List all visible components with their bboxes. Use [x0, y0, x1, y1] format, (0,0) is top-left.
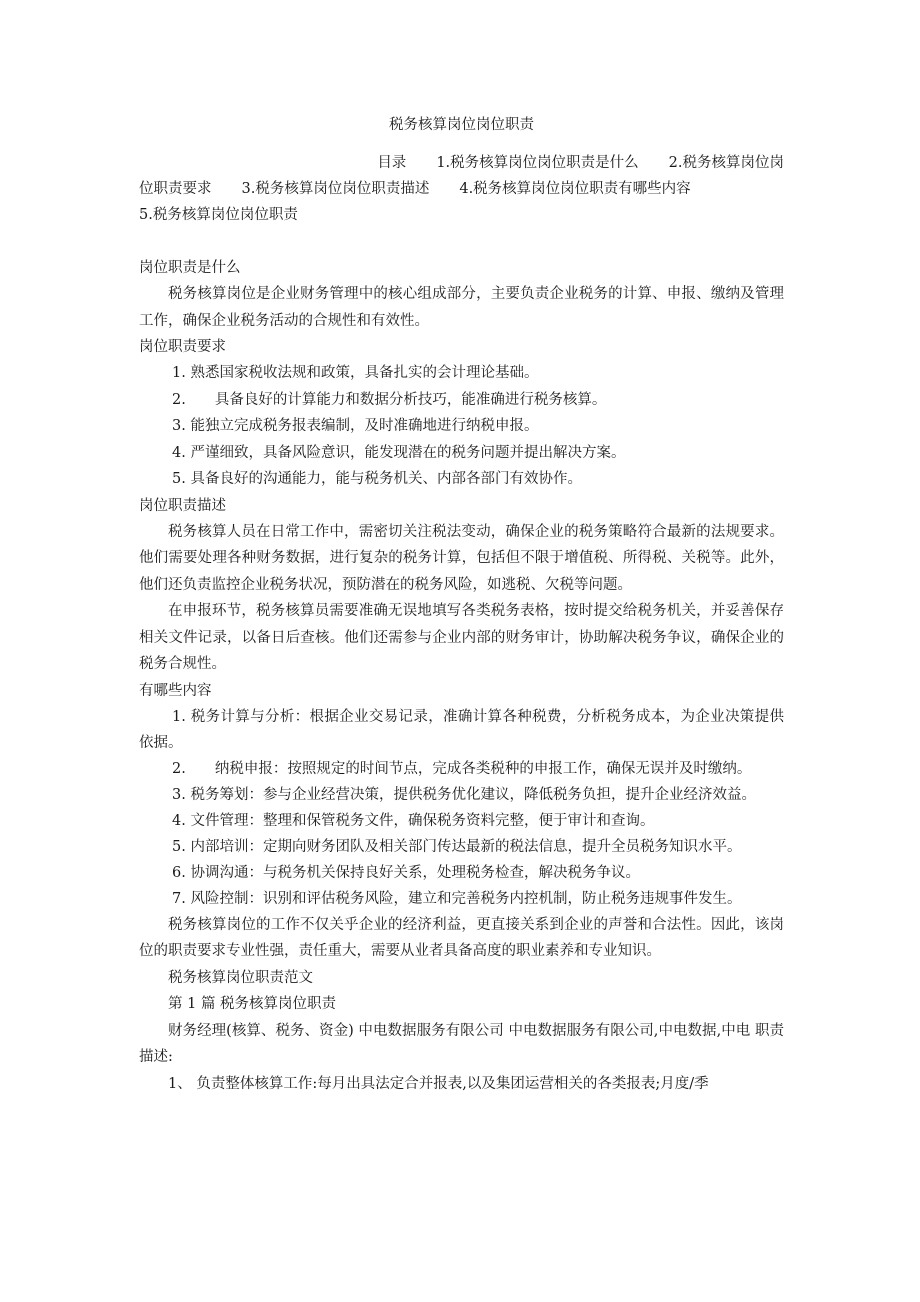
list-item: 7. 风险控制：识别和评估税务风险，建立和完善税务内控机制，防止税务违规事件发生。 [172, 890, 742, 907]
section-heading: 岗位职责是什么 [139, 260, 241, 276]
section-heading: 岗位职责要求 [139, 339, 226, 355]
toc-item-2-part-a[interactable]: 2.税务核算岗位岗 [668, 155, 784, 171]
toc-line-3 [139, 202, 784, 228]
list-item: 5. 内部培训：定期向财务团队及相关部门传达最新的税法信息，提升全员税务知识水平。 [172, 838, 742, 855]
list-item: 2. 纳税申报：按照规定的时间节点，完成各类税种的申报工作，确保无误并及时缴纳。 [172, 760, 752, 777]
subheading: 第 1 篇 税务核算岗位职责 [168, 996, 337, 1012]
list-item: 4. 文件管理：整理和保管税务文件，确保税务资料完整，便于审计和查询。 [172, 812, 655, 829]
list-item: 6. 协调沟通：与税务机关保持良好关系，处理税务检查，解决税务争议。 [172, 864, 640, 881]
toc-line-2 [139, 176, 784, 202]
list-item: 3. 能独立完成税务报表编制，及时准确地进行纳税申报。 [172, 418, 539, 434]
toc-item-2-part-b[interactable]: 位职责要求 [139, 181, 212, 197]
toc-item-1[interactable]: 1.税务核算岗位岗位职责是什么 [436, 155, 639, 171]
toc-item-4[interactable]: 4.税务核算岗位岗位职责有哪些内容 [459, 181, 691, 197]
section-heading: 有哪些内容 [139, 682, 212, 699]
toc-item-3[interactable]: 3.税务核算岗位岗位职责描述 [241, 181, 430, 197]
document-title: 税务核算岗位岗位职责 [389, 117, 534, 133]
list-item: 1. 熟悉国家税收法规和政策，具备扎实的会计理论基础。 [172, 365, 539, 381]
paragraph: 财务经理(核算、税务、资金) 中电数据服务有限公司 中电数据服务有限公司,中电数据,中电 职责描述: [139, 1022, 784, 1065]
section-heading: 税务核算岗位职责范文 [168, 969, 313, 986]
toc-line-1 [139, 150, 784, 176]
list-item: 2. 具备良好的计算能力和数据分析技巧，能准确进行税务核算。 [172, 391, 607, 408]
list-item: 1. 税务计算与分析：根据企业交易记录，准确计算各种税费，分析税务成本，为企业决策提供依据。 [139, 708, 784, 751]
table-of-contents [139, 150, 784, 228]
list-item: 4. 严谨细致，具备风险意识，能发现潜在的税务问题并提出解决方案。 [172, 444, 626, 461]
paragraph: 税务核算岗位是企业财务管理中的核心组成部分，主要负责企业税务的计算、申报、缴纳及管理工作，确保企业税务活动的合规性和有效性。 [139, 286, 784, 329]
toc-label: 目录 [377, 155, 407, 171]
document-body [139, 255, 784, 1097]
paragraph: 税务核算人员在日常工作中，需密切关注税法变动，确保企业的税务策略符合最新的法规要求。他们需要处理各种财务数据，进行复杂的税务计算，包括但不限于增值税、所得税、关税等。此外，他们还负责监控企业税务状况，预防潜在的税务风险，如逃税、欠税等问题。 [139, 523, 784, 593]
list-item: 5. 具备良好的沟通能力，能与税务机关、内部各部门有效协作。 [172, 471, 582, 487]
list-item: 1、 负责整体核算工作:每月出具法定合并报表,以及集团运营相关的各类报表;月度/季 [168, 1075, 709, 1092]
paragraph: 税务核算岗位的工作不仅关乎企业的经济利益，更直接关系到企业的声誉和合法性。因此，该岗位的职责要求专业性强，责任重大，需要从业者具备高度的职业素养和专业知识。 [139, 916, 784, 959]
paragraph: 在申报环节，税务核算员需要准确无误地填写各类税务表格，按时提交给税务机关，并妥善保存相关文件记录，以备日后查核。他们还需参与企业内部的财务审计，协助解决税务争议，确保企业的税务合规性。 [139, 603, 784, 672]
section-heading: 岗位职责描述 [139, 497, 226, 514]
list-item: 3. 税务筹划：参与企业经营决策，提供税务优化建议，降低税务负担，提升企业经济效益。 [172, 786, 756, 803]
toc-item-5[interactable]: 5.税务核算岗位岗位职责 [139, 207, 298, 223]
